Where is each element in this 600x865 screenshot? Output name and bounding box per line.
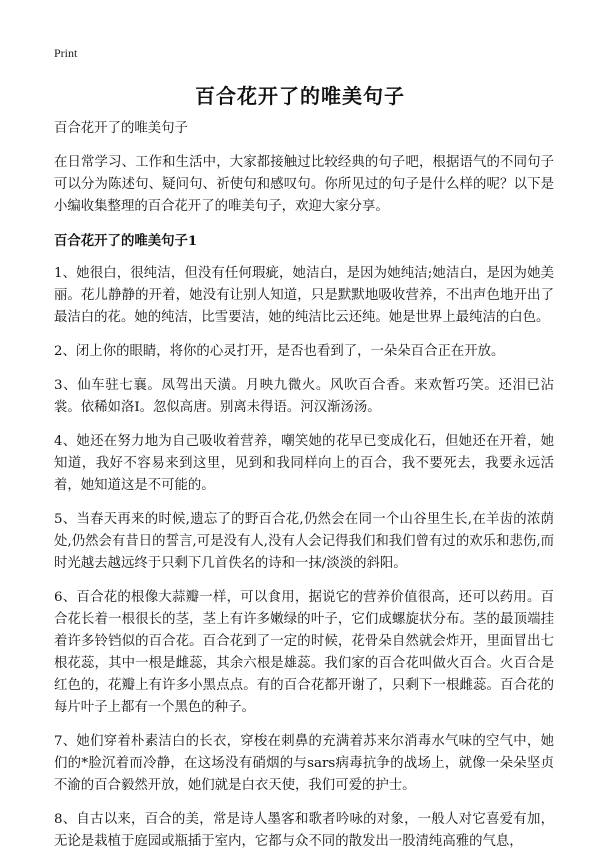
paragraph: 5、当春天再来的时候,遗忘了的野百合花,仍然会在同一个山谷里生长,在羊齿的浓荫处,仍然会有昔日的誓言,可是没有人,没有人会记得我们和我们曾有过的欢乐和悲伤,而时光越去越远终于只剩下几首佚名的诗和一抹/淡淡的斜阳。 <box>54 512 554 571</box>
article-body <box>54 118 554 865</box>
article-subtitle: 百合花开了的唯美句子 <box>54 121 188 136</box>
section-heading: 百合花开了的唯美句子1 <box>54 233 198 249</box>
page-title: 百合花开了的唯美句子 <box>195 84 405 108</box>
intro-paragraph: 在日常学习、工作和生活中，大家都接触过比较经典的句子吧，根据语气的不同句子可以分为陈述句、疑问句、祈使句和感叹句。你所见过的句子是什么样的呢？以下是小编收集整理的百合花开了的唯美句子，欢迎大家分享。 <box>54 155 554 214</box>
paragraph: 2、闭上你的眼睛，将你的心灵打开，是否也看到了，一朵朵百合正在开放。 <box>54 344 505 359</box>
paragraph: 4、她还在努力地为自己吸收着营养，嘲笑她的花早已变成化石，但她还在开着，她知道，我好不容易来到这里，见到和我同样向上的百合，我不要死去，我要永远活着，她知道这是不可能的。 <box>54 434 554 493</box>
print-link[interactable]: Print <box>54 46 78 60</box>
paragraph: 3、仙车驻七襄。凤驾出天潢。月映九微火。风吹百合香。来欢暂巧笑。还泪已沾裳。依稀如洛I。忽似高唐。别离未得语。河汉渐汤汤。 <box>54 378 554 415</box>
paragraph: 1、她很白，很纯洁，但没有任何瑕疵，她洁白，是因为她纯洁;她洁白，是因为她美丽。花儿静静的开着，她没有让别人知道，只是默默地吸收营养，不出声色地开出了最洁白的花。她的纯洁，比雪要洁，她的纯洁比云还纯。她是世界上最纯洁的白色。 <box>54 266 554 325</box>
paragraph: 6、百合花的根像大蒜瓣一样，可以食用，据说它的营养价值很高，还可以药用。百合花长着一根很长的茎，茎上有许多嫩绿的叶子，它们成螺旋状分布。茎的最顶端挂着许多铃铛似的百合花。百合花到了一定的时候，花骨朵自然就会炸开，里面冒出七根花蕊，其中一根是雌蕊，其余六根是雄蕊。我们家的百合花叫做火百合。火百合是红色的，花瓣上有许多小黑点点。有的百合花都开谢了，只剩下一根雌蕊。百合花的每片叶子上都有一个黑色的种子。 <box>54 590 554 715</box>
paragraph: 8、自古以来，百合的美，常是诗人墨客和歌者吟咏的对象，一般人对它喜爱有加，无论是栽植于庭园或瓶插于室内，它都与众不同的散发出一股清纯高雅的气息， <box>54 812 554 849</box>
paragraph: 7、她们穿着朴素洁白的长衣，穿梭在刺鼻的充满着苏来尔消毒水气味的空气中，她们的*脸沉着而冷静，在这场没有硝烟的与sars病毒抗争的战场上，就像一朵朵坚贞不渝的百合毅然开放，她们就是白衣天使，我们可爱的护士。 <box>54 734 554 793</box>
